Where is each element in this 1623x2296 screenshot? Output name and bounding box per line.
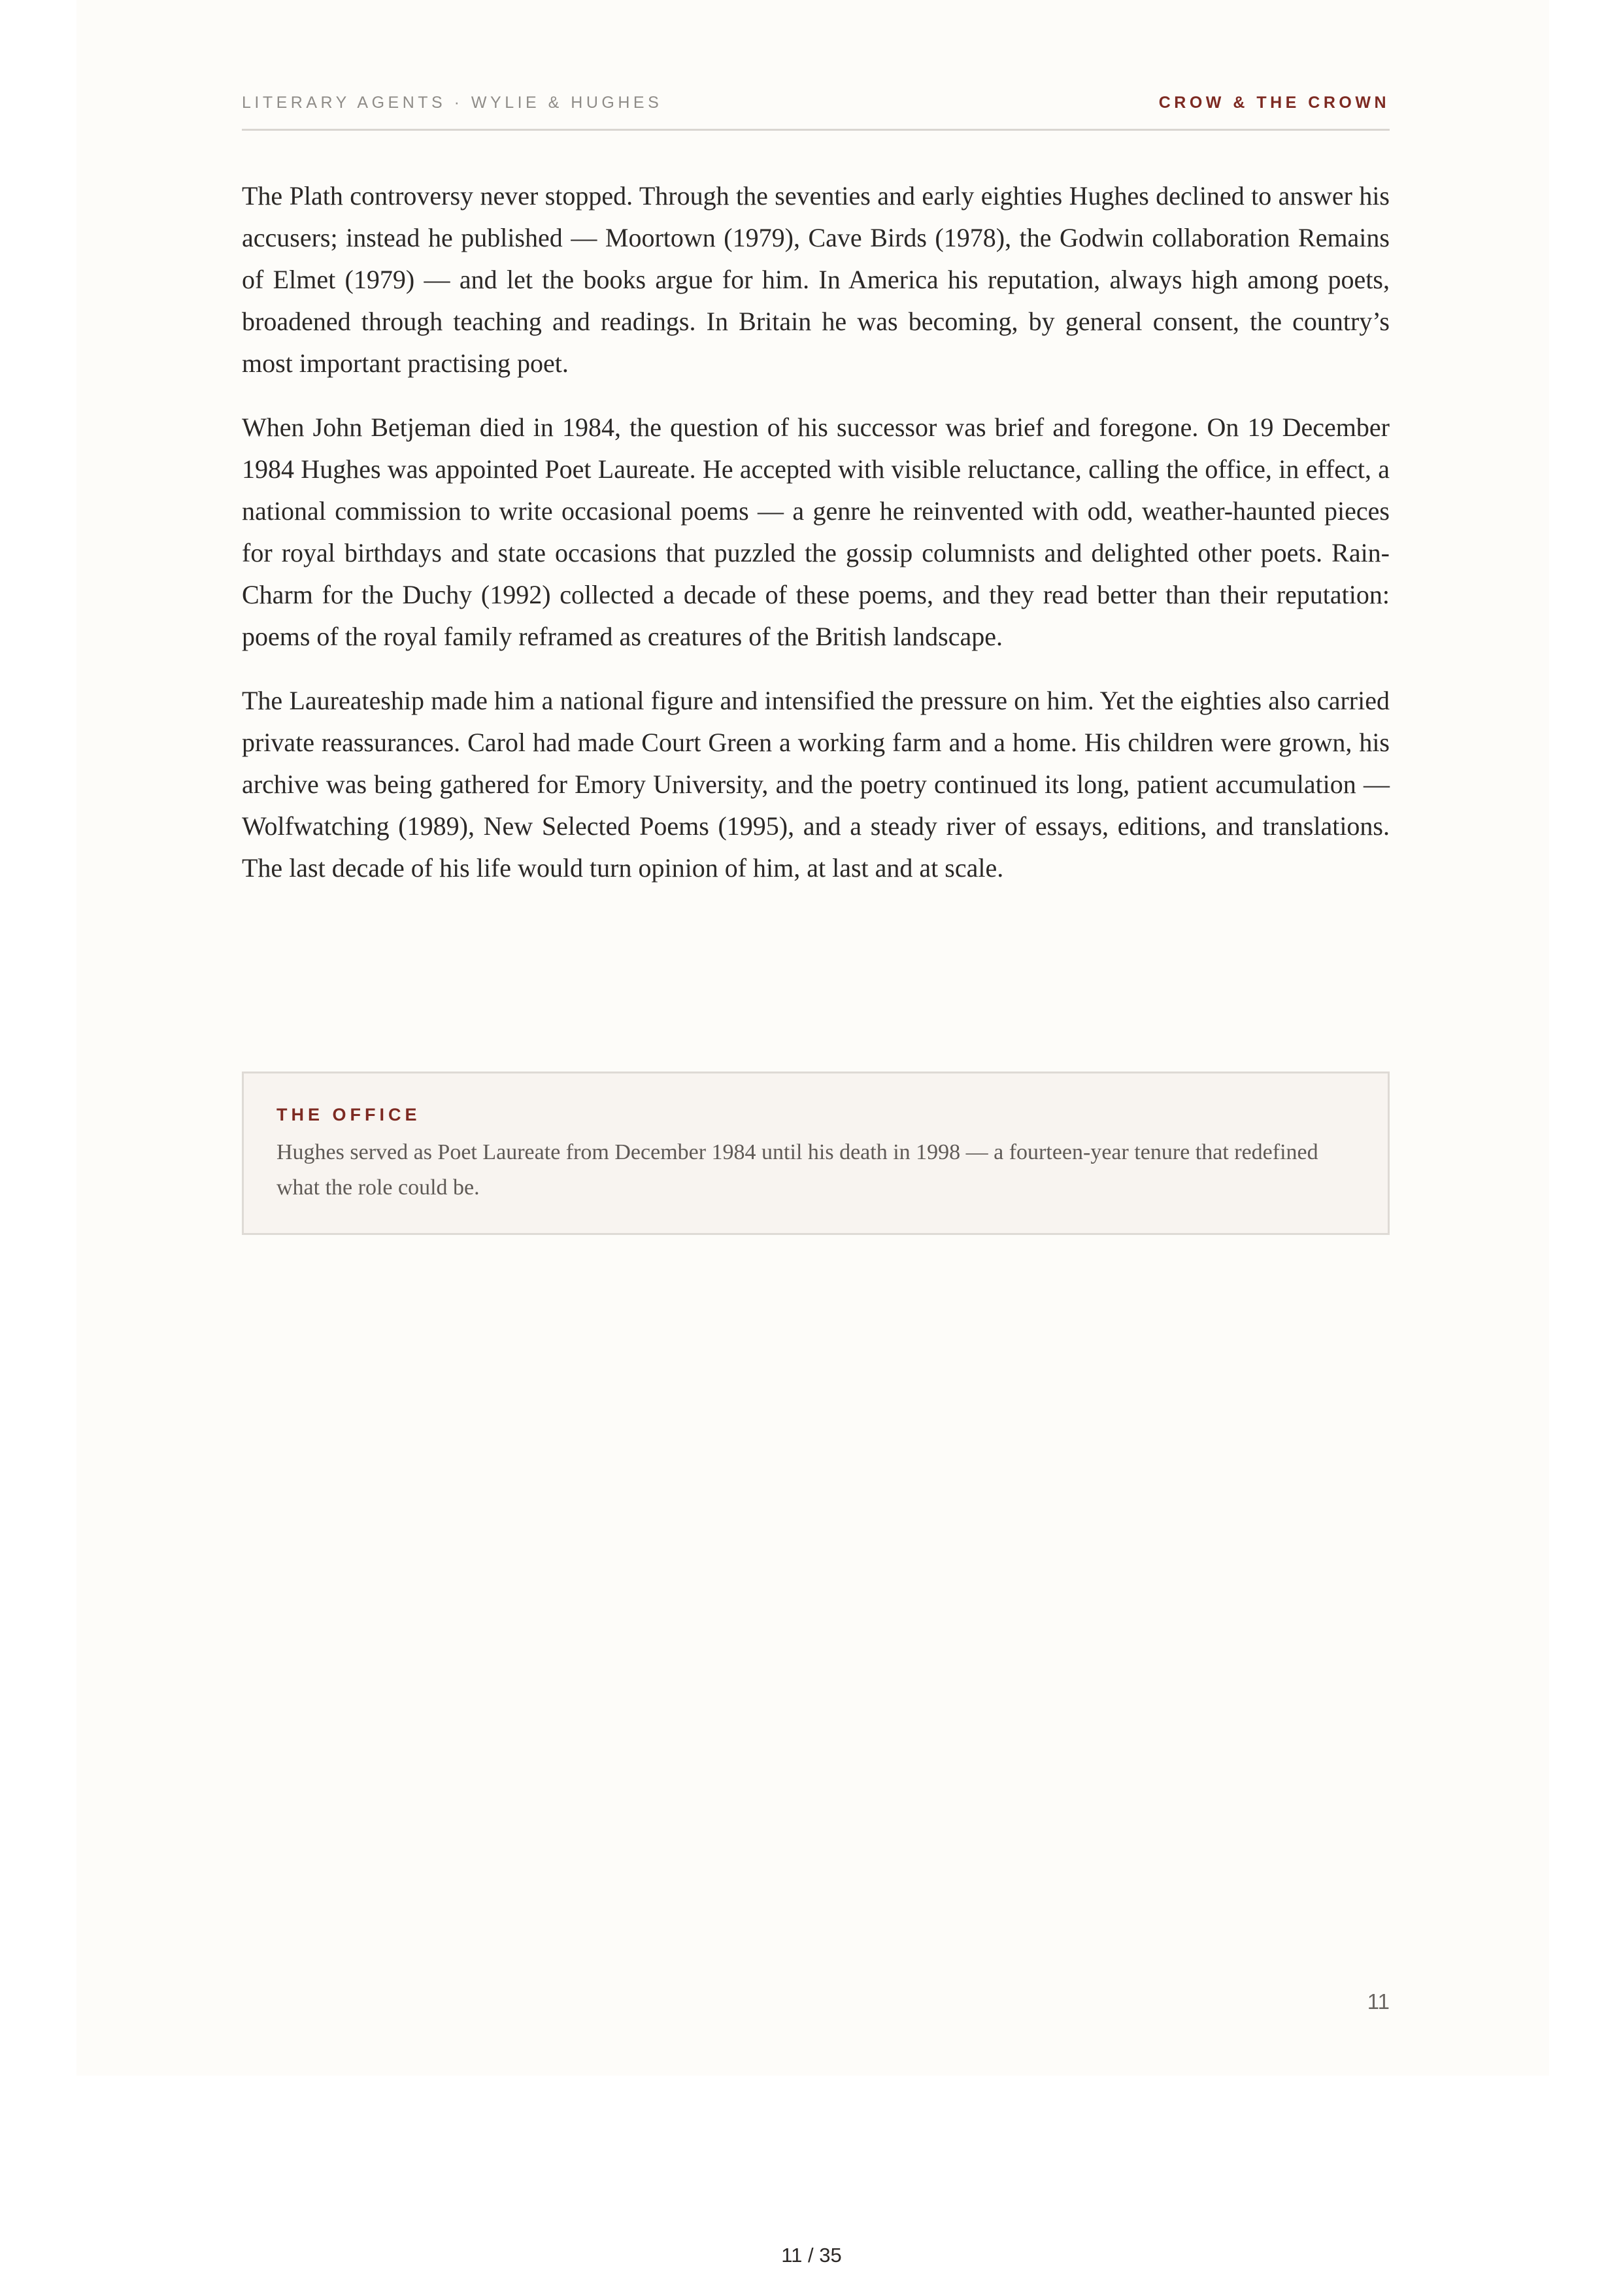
running-head — [242, 93, 1390, 131]
callout-box — [242, 1072, 1390, 1235]
viewer-page-counter: 11 / 35 — [781, 2244, 842, 2267]
body-text — [242, 175, 1390, 911]
running-head-left: LITERARY AGENTS · WYLIE & HUGHES — [242, 93, 663, 112]
paragraph: When John Betjeman died in 1984, the question of his successor was brief and foregone. On 19 December 1984 Hughes was appointed Poet Laureate. He accepted with visible reluctance, calling the office, in effect, a national commission to write occasional poems — a genre he reinvented with odd, weather-haunted pieces for royal birthdays and state occasions that puzzled the gossip columnists and delighted other poets. Rain-Charm for the Duchy (1992) collected a decade of these poems, and they read better than their reputation: poems of the royal family reframed as creatures of the British landscape. — [242, 413, 1390, 651]
page-number: 11 — [1367, 1989, 1390, 2014]
paragraph: The Plath controversy never stopped. Through the seventies and early eighties Hughes declined to answer his accusers; instead he published — Moortown (1979), Cave Birds (1978), the Godwin collaboration Remains of Elmet (1979) — and let the books argue for him. In America his reputation, always high among poets, broadened through teaching and readings. In Britain he was becoming, by general consent, the country’s most important practising poet. — [242, 181, 1390, 378]
callout-text: Hughes served as Poet Laureate from December 1984 until his death in 1998 — a fourteen-year tenure that redefined what the role could be. — [276, 1140, 1318, 1200]
running-head-right: CROW & THE CROWN — [1158, 93, 1390, 112]
paragraph: The Laureateship made him a national figure and intensified the pressure on him. Yet the eighties also carried private reassurances. Carol had made Court Green a working farm and a home. His children were grown, his archive was being gathered for Emory University, and the poetry continued its long, patient accumulation — Wolfwatching (1989), New Selected Poems (1995), and a steady river of essays, editions, and translations. The last decade of his life would turn opinion of him, at last and at scale. — [242, 686, 1390, 883]
callout-label: THE OFFICE — [276, 1105, 421, 1124]
